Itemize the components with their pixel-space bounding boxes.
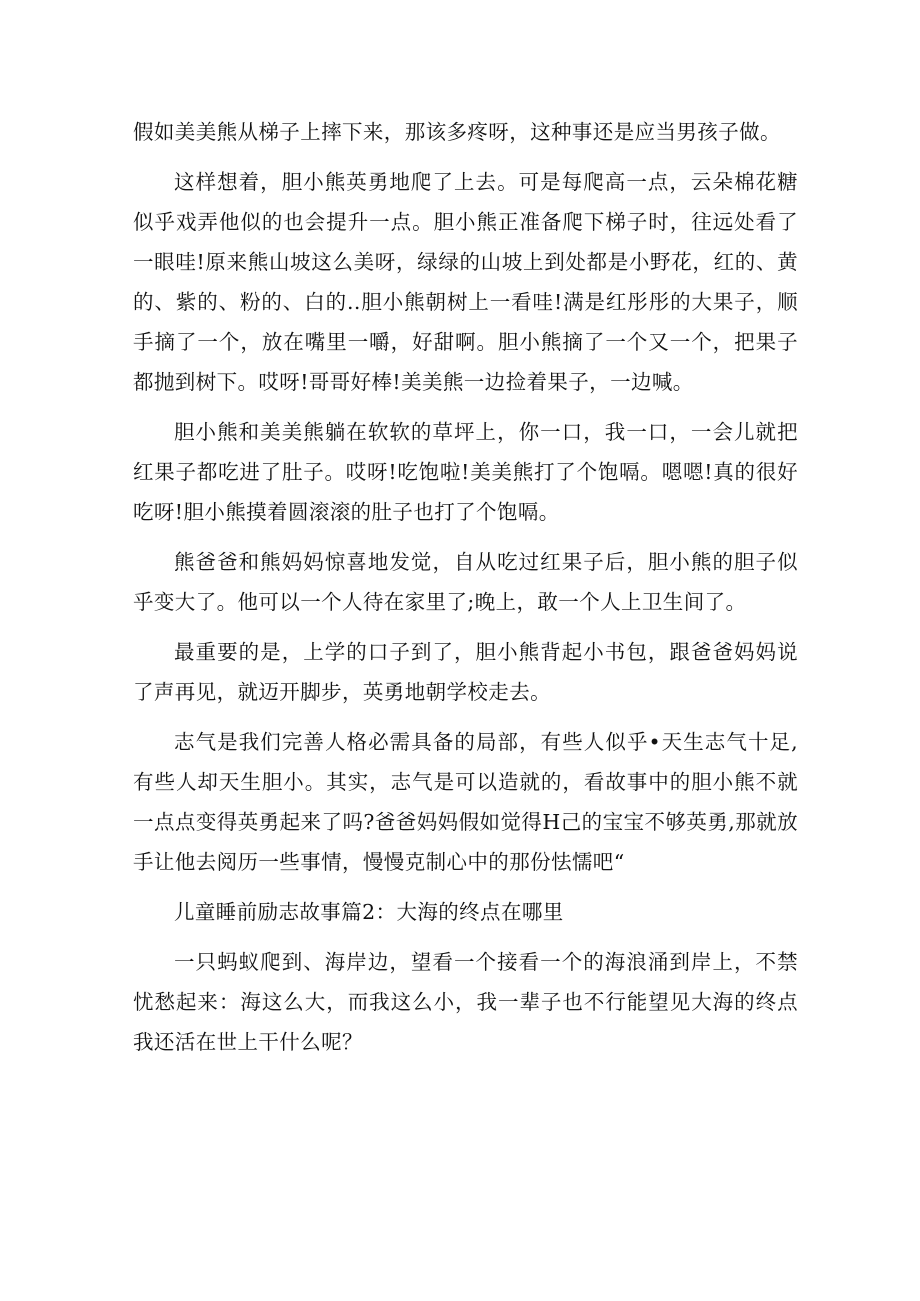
paragraph-4: 熊爸爸和熊妈妈惊喜地发觉，自从吃过红果子后，胆小熊的胆子似乎变大了。他可以一个人待在家里了;晚上，敢一个人上卫生间了。 <box>133 550 798 614</box>
paragraph-6: 志气是我们完善人格必需具备的局部，有些人似乎•天生志气十足,有些人却天生胆小。其实，志气是可以造就的，看故事中的胆小熊不就一点点变得英勇起来了吗?爸爸妈妈假如觉得H己的宝宝不够英勇,那就放手让他去阅历一些事情，慢慢克制心中的那份怯懦吧“ <box>133 730 798 874</box>
document-body <box>133 112 798 1072</box>
paragraph-1: 假如美美熊从梯子上摔下来，那该多疼呀，这种事还是应当男孩子做。 <box>133 120 781 144</box>
paragraph-3: 胆小熊和美美熊躺在软软的草坪上，你一口，我一口，一会儿就把红果子都吃进了肚子。哎呀!吃饱啦!美美熊打了个饱嗝。嗯嗯!真的很好吃呀!胆小熊摸着圆滚滚的肚子也打了个饱嗝。 <box>133 420 798 524</box>
paragraph-8: 一只蚂蚁爬到、海岸边，望看一个接看一个的海浪涌到岸上，不禁忧愁起来：海这么大，而我这么小，我一辈子也不行能望见大海的终点我还活在世上干什么呢？ <box>133 950 798 1054</box>
story-heading: 儿童睡前励志故事篇2：大海的终点在哪里 <box>174 900 564 924</box>
paragraph-5: 最重要的是，上学的口子到了，胆小熊背起小书包，跟爸爸妈妈说了声再见，就迈开脚步，英勇地朝学校走去。 <box>133 640 798 704</box>
paragraph-2: 这样想着，胆小熊英勇地爬了上去。可是每爬高一点，云朵棉花糖似乎戏弄他似的也会提升一点。胆小熊正准备爬下梯子时，往远处看了一眼哇!原来熊山坡这么美呀，绿绿的山坡上到处都是小野花，红的、黄的、紫的、粉的、白的..胆小熊朝树上一看哇!满是红彤彤的大果子，顺手摘了一个，放在嘴里一嚼，好甜啊。胆小熊摘了一个又一个，把果子都抛到树下。哎呀!哥哥好棒!美美熊一边捡着果子，一边喊。 <box>133 170 798 394</box>
